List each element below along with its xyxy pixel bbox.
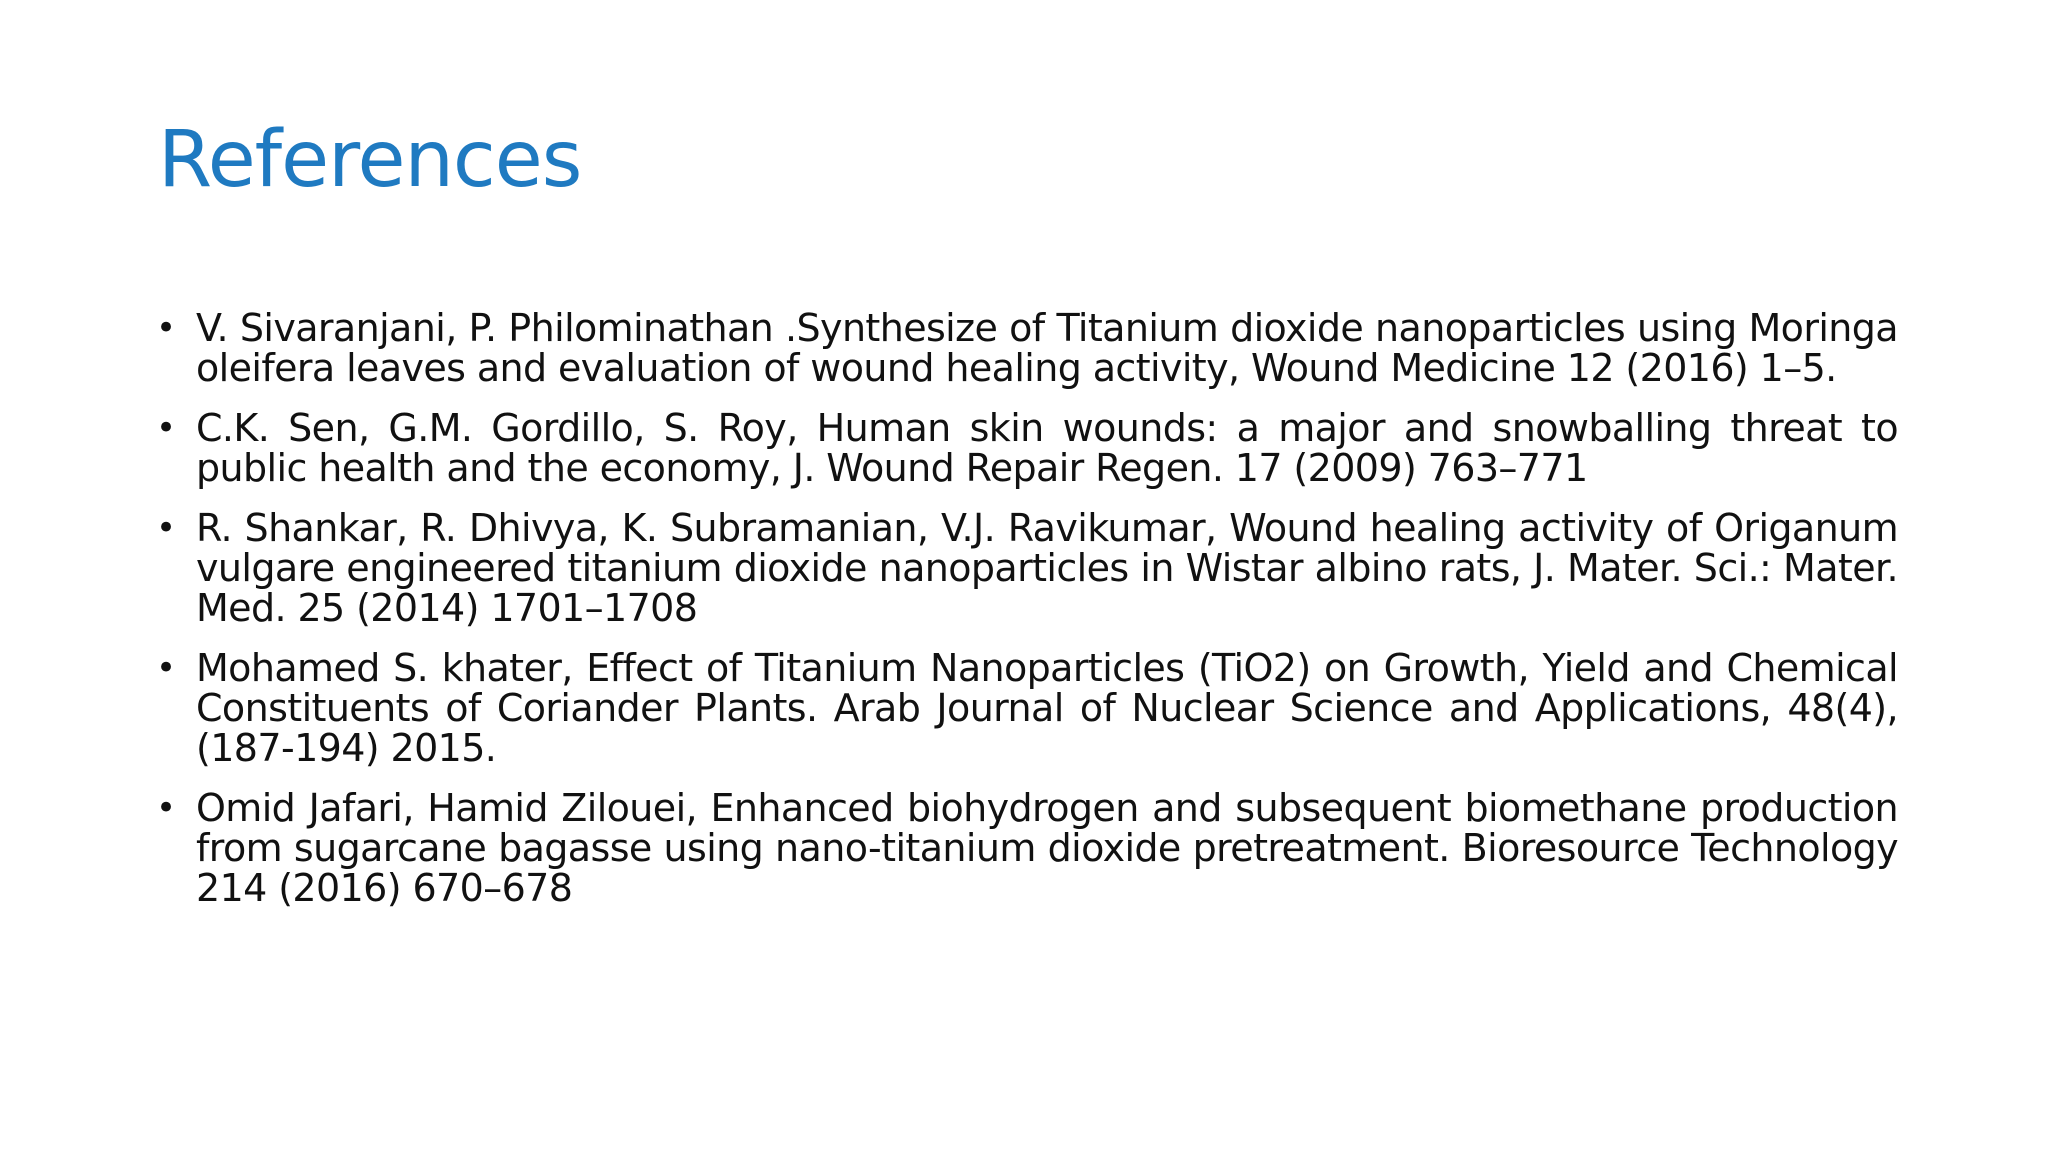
reference-item (148, 308, 1898, 388)
reference-item (148, 788, 1898, 908)
reference-list (148, 308, 1898, 928)
reference-text: Omid Jafari, Hamid Zilouei, Enhanced biohydrogen and subsequent biomethane production from sugarcane bagasse using nano-titanium dioxide pretreatment. Bioresource Technology 214 (2016) 670–678 (196, 786, 1898, 910)
bullet-icon: • (156, 508, 176, 548)
reference-text: Mohamed S. khater, Effect of Titanium Nanoparticles (TiO2) on Growth, Yield and Chemical Constituents of Coriander Plants. Arab Journal of Nuclear Science and Applications, 48(4), (187-194) 2015. (196, 646, 1898, 770)
reference-text: R. Shankar, R. Dhivya, K. Subramanian, V.J. Ravikumar, Wound healing activity of Origanum vulgare engineered titanium dioxide nanoparticles in Wistar albino rats, J. Mater. Sci.: Mater. Med. 25 (2014) 1701–1708 (196, 506, 1898, 630)
bullet-icon: • (156, 408, 176, 448)
slide-title: References (158, 115, 582, 205)
reference-text: V. Sivaranjani, P. Philominathan .Synthesize of Titanium dioxide nanoparticles using Moringa oleifera leaves and evaluation of wound healing activity, Wound Medicine 12 (2016) 1–5. (196, 306, 1898, 390)
bullet-icon: • (156, 648, 176, 688)
bullet-icon: • (156, 308, 176, 348)
reference-item (148, 648, 1898, 768)
reference-text: C.K. Sen, G.M. Gordillo, S. Roy, Human skin wounds: a major and snowballing threat to public health and the economy, J. Wound Repair Regen. 17 (2009) 763–771 (196, 406, 1898, 490)
bullet-icon: • (156, 788, 176, 828)
reference-item (148, 408, 1898, 488)
reference-item (148, 508, 1898, 628)
